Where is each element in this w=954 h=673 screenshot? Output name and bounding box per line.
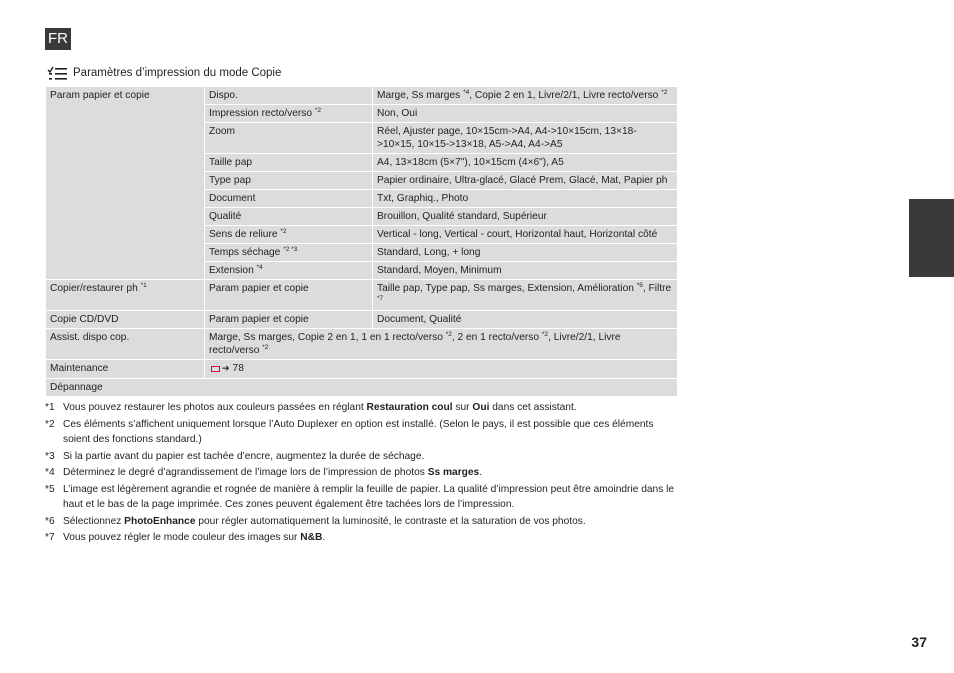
section-cell bbox=[46, 360, 205, 379]
section-label: Assist. dispo cop. bbox=[50, 332, 130, 343]
table-row bbox=[46, 311, 678, 329]
footnote-ref: *1 bbox=[140, 282, 147, 289]
value-cell bbox=[373, 172, 678, 190]
value-cell bbox=[373, 87, 678, 105]
reference-page-number: 78 bbox=[232, 363, 244, 374]
footnote bbox=[45, 465, 677, 481]
value-cell bbox=[373, 280, 678, 311]
footnote-ref: *4 bbox=[256, 264, 263, 271]
setting-label: Sens de reliure bbox=[209, 229, 281, 240]
section-label: Param papier et copie bbox=[50, 90, 150, 101]
footnote-mark: *5 bbox=[45, 483, 55, 495]
setting-cell bbox=[205, 208, 373, 226]
value-text: Non, Oui bbox=[377, 108, 418, 119]
footnote-text: Ces éléments s’affichent uniquement lorsque l’Auto Duplexer en option est installé. (Selon le pays, il est possible que ces éléments soient des fonctions standard.) bbox=[63, 418, 654, 445]
setting-cell bbox=[205, 87, 373, 105]
section-heading bbox=[47, 65, 281, 81]
table-row bbox=[46, 360, 678, 379]
footnote-ref: *7 bbox=[377, 295, 384, 302]
footnote bbox=[45, 530, 677, 546]
setting-label: Type pap bbox=[209, 175, 251, 186]
footnote bbox=[45, 482, 677, 513]
footnote-text: Sélectionnez PhotoEnhance pour régler automatiquement la luminosité, le contraste et la saturation de vos photos. bbox=[63, 515, 586, 527]
footnote bbox=[45, 417, 677, 448]
section-label: Copie CD/DVD bbox=[50, 314, 119, 325]
footnote-ref: *6 bbox=[636, 282, 643, 289]
footnote bbox=[45, 400, 677, 416]
section-heading-text: Paramètres d’impression du mode Copie bbox=[73, 67, 282, 79]
footnote-mark: *1 bbox=[45, 402, 55, 413]
footnote-ref: *2 bbox=[280, 228, 287, 235]
setting-label: Zoom bbox=[209, 126, 236, 137]
language-badge: FR bbox=[45, 28, 71, 50]
book-icon bbox=[211, 366, 220, 372]
value-text: , Livre/2/1, Livre recto/verso bbox=[209, 332, 621, 356]
table-row bbox=[46, 329, 678, 360]
footnote-text: Vous pouvez régler le mode couleur des images sur N&B. bbox=[63, 532, 326, 543]
setting-label: Document bbox=[209, 193, 256, 204]
setting-label: Dispo. bbox=[209, 90, 238, 101]
footnote-ref: *2 bbox=[661, 89, 668, 96]
setting-cell bbox=[205, 280, 373, 311]
setting-label: Param papier et copie bbox=[209, 314, 309, 325]
footnote-text: Vous pouvez restaurer les photos aux couleurs passées en réglant Restauration coul sur Oui dans cet assistant. bbox=[63, 402, 577, 413]
table-row bbox=[46, 87, 678, 105]
footnote-ref: *2 bbox=[541, 331, 549, 338]
footnote-text: L’image est légèrement agrandie et rognée de manière à remplir la feuille de papier. La qualité d’impression peut être amoindrie dans le haut et le bas de la page imprimée. Ces zones peuvent également être tachées lors de l’impression. bbox=[63, 483, 675, 510]
value-cell bbox=[373, 123, 678, 154]
footnote-mark: *2 bbox=[45, 418, 55, 430]
footnotes bbox=[45, 400, 677, 547]
value-cell bbox=[205, 360, 678, 379]
table-row bbox=[46, 280, 678, 311]
value-cell bbox=[373, 244, 678, 262]
value-text: Standard, Long, + long bbox=[377, 247, 481, 258]
value-cell bbox=[373, 105, 678, 123]
value-text: Papier ordinaire, Ultra-glacé, Glacé Prem, Glacé, Mat, Papier ph bbox=[377, 175, 668, 186]
arrow-right-icon: ➔ bbox=[222, 363, 230, 373]
footnote-mark: *3 bbox=[45, 450, 55, 462]
value-text: A4, 13×18cm (5×7"), 10×15cm (4×6"), A5 bbox=[377, 157, 564, 168]
footnote-mark: *6 bbox=[45, 515, 55, 527]
footnote-text: Si la partie avant du papier est tachée d’encre, augmentez la durée de séchage. bbox=[63, 450, 425, 462]
setting-label: Extension bbox=[209, 265, 257, 276]
setting-label: Temps séchage bbox=[209, 247, 284, 258]
table-row bbox=[46, 378, 678, 396]
setting-cell bbox=[205, 244, 373, 262]
setting-cell bbox=[205, 226, 373, 244]
setting-cell bbox=[205, 123, 373, 154]
value-text: Marge, Ss marges bbox=[377, 90, 464, 101]
section-cell bbox=[46, 280, 205, 311]
footnote-ref: *2 *3 bbox=[283, 246, 298, 253]
footnote-mark: *4 bbox=[45, 467, 55, 478]
value-text: Réel, Ajuster page, 10×15cm->A4, A4->10×15cm, 13×18->10×15, 10×15->13×18, A5->A4, A4->A5 bbox=[377, 126, 637, 150]
footnote-ref: *2 bbox=[314, 107, 322, 114]
value-cell bbox=[373, 262, 678, 280]
footnote bbox=[45, 449, 677, 465]
value-text: , 2 en 1 recto/verso bbox=[451, 332, 542, 343]
section-label: Maintenance bbox=[50, 363, 109, 374]
setting-cell bbox=[205, 190, 373, 208]
setting-cell bbox=[205, 311, 373, 329]
footnote-ref: *4 bbox=[463, 89, 470, 96]
setting-label: Qualité bbox=[209, 211, 242, 222]
value-text: Document, Qualité bbox=[377, 314, 462, 325]
chapter-side-tab bbox=[909, 199, 954, 277]
setting-label: Impression recto/verso bbox=[209, 108, 315, 119]
value-text: Vertical - long, Vertical - court, Horizontal haut, Horizontal côté bbox=[377, 229, 658, 240]
section-cell bbox=[46, 311, 205, 329]
page-reference-link[interactable] bbox=[209, 362, 244, 375]
value-text: Standard, Moyen, Minimum bbox=[377, 265, 502, 276]
value-text: Brouillon, Qualité standard, Supérieur bbox=[377, 211, 547, 222]
section-cell bbox=[46, 378, 678, 396]
section-cell bbox=[46, 87, 205, 280]
value-text: , Filtre bbox=[642, 283, 672, 294]
value-cell bbox=[373, 226, 678, 244]
checklist-icon bbox=[47, 66, 68, 81]
setting-cell bbox=[205, 154, 373, 172]
value-text: Txt, Graphiq., Photo bbox=[377, 193, 469, 204]
section-cell bbox=[46, 329, 205, 360]
page-number: 37 bbox=[911, 634, 927, 650]
setting-cell bbox=[205, 172, 373, 190]
setting-label: Param papier et copie bbox=[209, 283, 309, 294]
setting-cell bbox=[205, 262, 373, 280]
setting-cell bbox=[205, 105, 373, 123]
footnote-mark: *7 bbox=[45, 532, 55, 543]
value-cell bbox=[205, 329, 678, 360]
value-cell bbox=[373, 154, 678, 172]
footnote-ref: *2 bbox=[262, 344, 269, 351]
settings-table bbox=[45, 86, 678, 397]
footnote-ref: *2 bbox=[445, 331, 452, 338]
value-text: Taille pap, Type pap, Ss marges, Extension, Amélioration bbox=[377, 283, 637, 294]
value-text: Marge, Ss marges, Copie 2 en 1, 1 en 1 recto/verso bbox=[209, 332, 446, 343]
value-cell bbox=[373, 311, 678, 329]
footnote bbox=[45, 514, 677, 530]
section-label: Copier/restaurer ph bbox=[50, 283, 141, 294]
setting-label: Taille pap bbox=[209, 157, 253, 168]
value-text: , Copie 2 en 1, Livre/2/1, Livre recto/verso bbox=[469, 90, 662, 101]
footnote-text: Déterminez le degré d’agrandissement de l’image lors de l’impression de photos Ss marges. bbox=[63, 467, 483, 478]
section-label: Dépannage bbox=[50, 381, 103, 393]
value-cell bbox=[373, 190, 678, 208]
value-cell bbox=[373, 208, 678, 226]
